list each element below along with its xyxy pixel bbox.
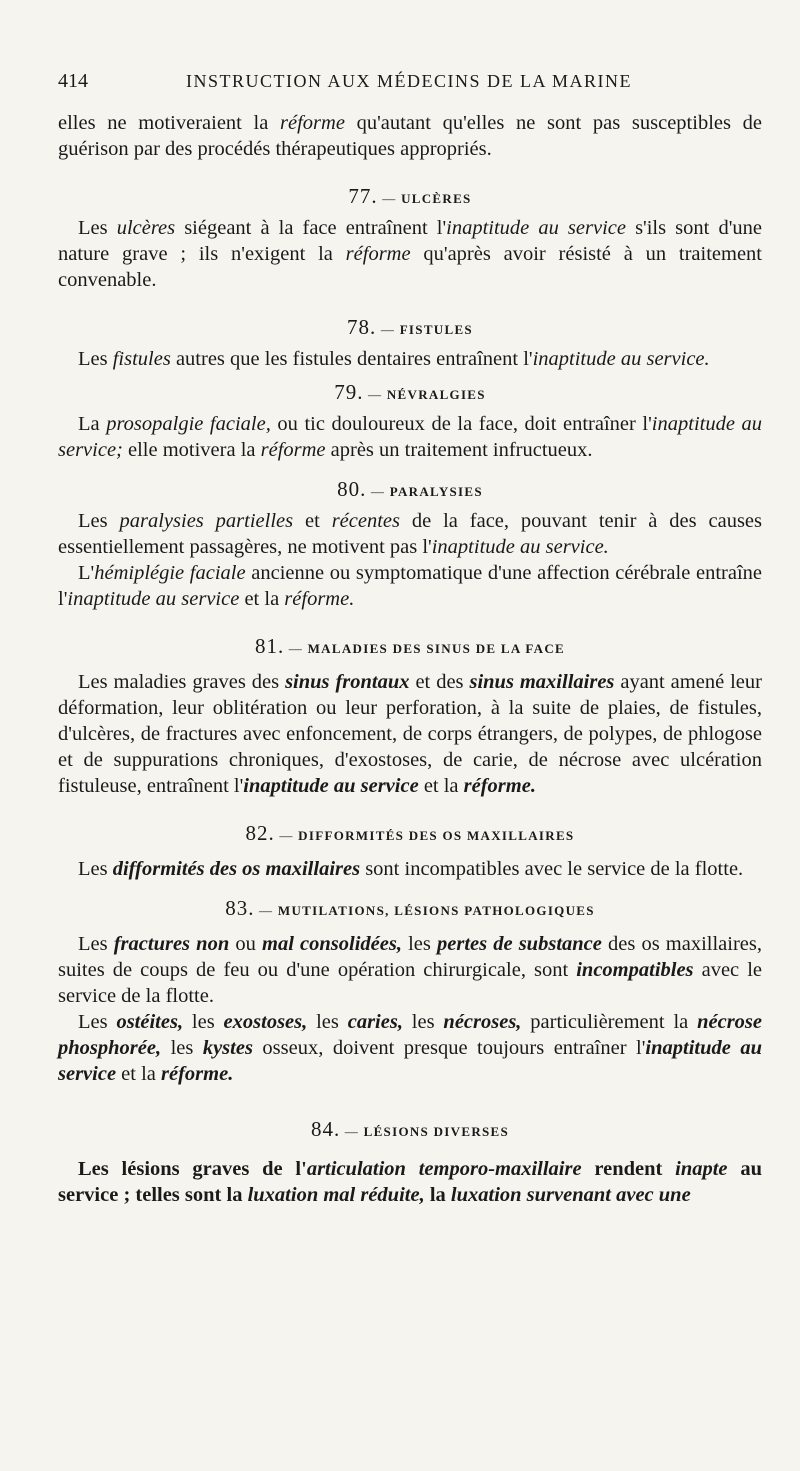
- section-heading-84: 84. — LÉSIONS DIVERSES: [310, 1117, 510, 1141]
- paragraph-83a: Les fractures non ou mal consolidées, les pertes de substance des os maxillaires, suites de coups de feu ou d'une opération chirurgicale, sont incompatibles avec le service de la flotte.: [58, 933, 763, 1007]
- paragraph-82: Les difformités des os maxillaires sont incompatibles avec le service de la flotte.: [78, 858, 744, 880]
- section-heading-77: 77. — ULCÈRES: [348, 184, 472, 208]
- section-heading-81: 81. — MALADIES DES SINUS DE LA FACE: [254, 634, 566, 658]
- section-heading-80: 80. — PARALYSIES: [337, 477, 483, 501]
- paragraph-77: Les ulcères siégeant à la face entraînent l'inaptitude au service s'ils sont d'une nature grave ; ils n'exigent la réforme qu'après avoir résisté à un traitement convenable.: [58, 217, 762, 291]
- section-heading-83: 83. — MUTILATIONS, LÉSIONS PATHOLOGIQUES: [225, 896, 595, 920]
- paragraph-78: Les fistules autres que les fistules dentaires entraînent l'inaptitude au service.: [78, 348, 710, 370]
- section-heading-78: 78. — FISTULES: [347, 315, 473, 339]
- page-header: [58, 70, 760, 100]
- paragraph-continued: elles ne motiveraient la réforme qu'autant qu'elles ne sont pas susceptibles de guérison par des procédés thérapeutiques appropriés.: [58, 112, 762, 160]
- paragraph-84: Les lésions graves de l'articulation temporo-maxillaire rendent inapte au service ; telles sont la luxation mal réduite, la luxation survenant avec une: [58, 1158, 762, 1206]
- paragraph-83b: Les ostéites, les exostoses, les caries, les nécroses, particulièrement la nécrose phosphorée, les kystes osseux, doivent presque toujours entraîner l'inaptitude au service et la réforme.: [58, 1011, 762, 1085]
- paragraph-79: La prosopalgie faciale, ou tic douloureux de la face, doit entraîner l'inaptitude au service; elle motivera la réforme après un traitement infructueux.: [58, 413, 762, 461]
- section-heading-82: 82. — DIFFORMITÉS DES OS MAXILLAIRES: [245, 821, 575, 845]
- body-text: [58, 110, 762, 1208]
- paragraph-81: Les maladies graves des sinus frontaux et des sinus maxillaires ayant amené leur déformation, leur oblitération ou leur perforation, à la suite de plaies, de fistules, d'ulcères, de fractures avec enfoncement, de corps étrangers, de polypes, de phlogose et de suppurations chroniques, d'exostoses, de carie, de nécrose avec ulcération fistuleuse, entraînent l'inaptitude au service et la réforme.: [58, 671, 762, 797]
- paragraph-80b: L'hémiplégie faciale ancienne ou symptomatique d'une affection cérébrale entraîne l'inaptitude au service et la réforme.: [58, 562, 762, 610]
- paragraph-80a: Les paralysies partielles et récentes de la face, pouvant tenir à des causes essentiellement passagères, ne motivent pas l'inaptitude au service.: [58, 510, 763, 558]
- section-heading-79: 79. — NÉVRALGIES: [334, 380, 486, 404]
- running-title: INSTRUCTION AUX MÉDECINS DE LA MARINE: [186, 71, 632, 91]
- page-number: 414: [58, 70, 88, 92]
